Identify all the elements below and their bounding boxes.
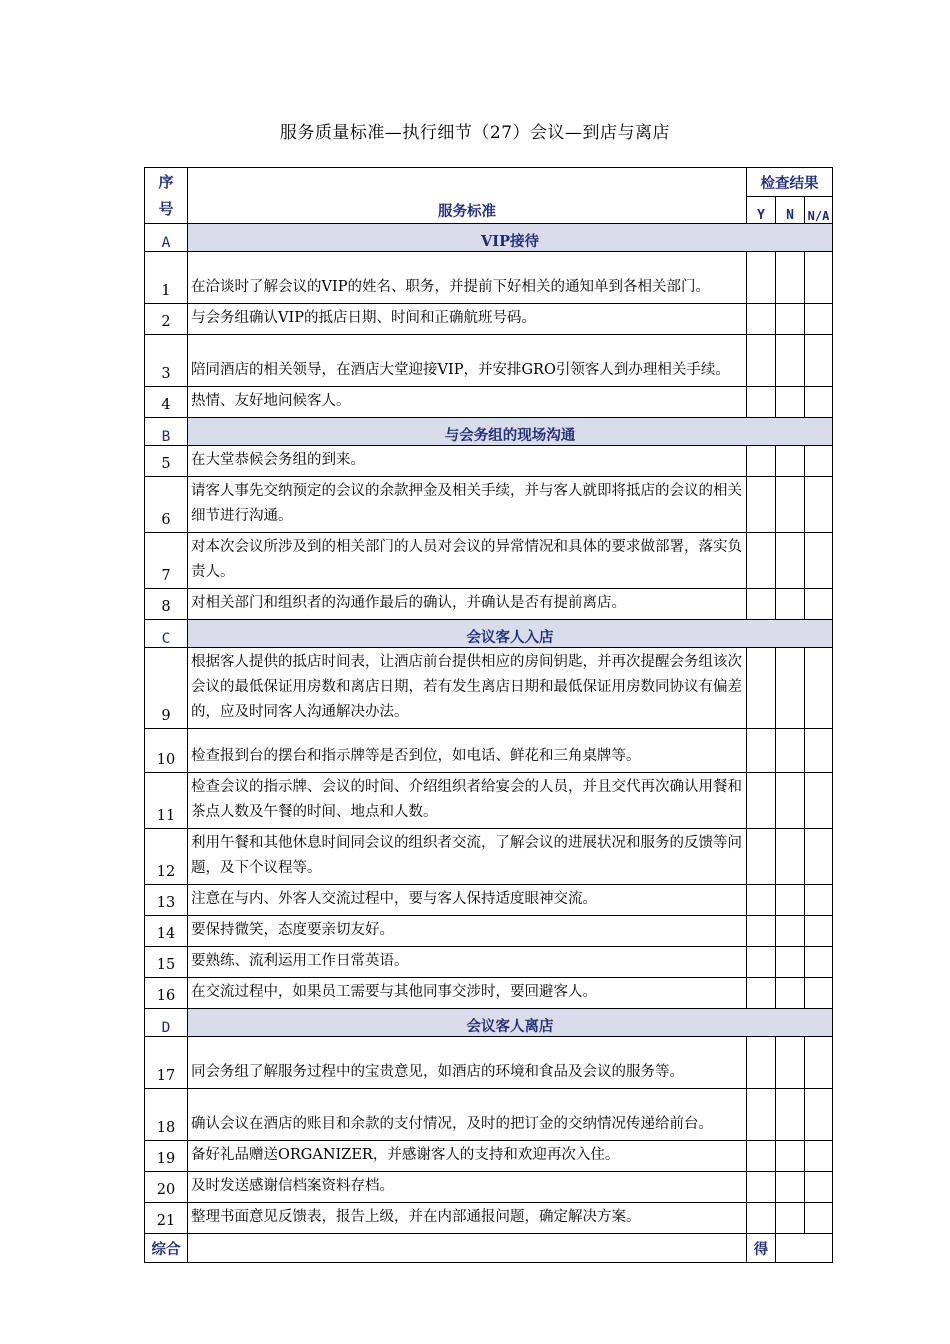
footer-summary-cell[interactable]	[188, 1234, 747, 1263]
table-row	[145, 1141, 833, 1172]
check-cell-n[interactable]	[776, 648, 805, 729]
row-number: 15	[145, 947, 188, 978]
check-cell-n[interactable]	[776, 1172, 805, 1203]
check-cell-na[interactable]	[805, 648, 833, 729]
check-cell-y[interactable]	[747, 1172, 776, 1203]
row-number: 7	[145, 533, 188, 589]
row-number: 13	[145, 885, 188, 916]
row-standard-text: 及时发送感谢信档案资料存档。	[188, 1172, 747, 1203]
row-standard-text: 陪同酒店的相关领导，在酒店大堂迎接VIP，并安排GRO引领客人到办理相关手续。	[188, 335, 747, 387]
table-row	[145, 885, 833, 916]
check-cell-y[interactable]	[747, 829, 776, 885]
section-title: VIP接待	[188, 224, 833, 252]
table-row	[145, 916, 833, 947]
check-cell-n[interactable]	[776, 446, 805, 477]
section-letter: C	[145, 620, 188, 648]
check-cell-na[interactable]	[805, 335, 833, 387]
check-cell-n[interactable]	[776, 1141, 805, 1172]
check-cell-n[interactable]	[776, 335, 805, 387]
check-cell-y[interactable]	[747, 885, 776, 916]
footer-score-cell[interactable]	[776, 1234, 833, 1263]
check-cell-na[interactable]	[805, 1089, 833, 1141]
row-standard-text: 请客人事先交纳预定的会议的余款押金及相关手续，并与客人就即将抵店的会议的相关细节进行沟通。	[188, 477, 747, 533]
check-cell-y[interactable]	[747, 978, 776, 1009]
row-standard-text: 根据客人提供的抵店时间表，让酒店前台提供相应的房间钥匙，并再次提醒会务组该次会议的最低保证用房数和离店日期，若有发生离店日期和最低保证用房数同协议有偏差的，应及时同客人沟通解决办法。	[188, 648, 747, 729]
section-title: 与会务组的现场沟通	[188, 418, 833, 446]
section-row	[145, 418, 833, 446]
row-number: 5	[145, 446, 188, 477]
row-standard-text: 与会务组确认VIP的抵店日期、时间和正确航班号码。	[188, 304, 747, 335]
check-cell-n[interactable]	[776, 829, 805, 885]
y-header: Y	[747, 197, 776, 224]
check-cell-n[interactable]	[776, 252, 805, 304]
row-number: 14	[145, 916, 188, 947]
row-number: 3	[145, 335, 188, 387]
check-cell-y[interactable]	[747, 729, 776, 773]
row-standard-text: 在交流过程中，如果员工需要与其他同事交涉时，要回避客人。	[188, 978, 747, 1009]
row-standard-text: 在大堂恭候会务组的到来。	[188, 446, 747, 477]
row-standard-text: 要熟练、流利运用工作日常英语。	[188, 947, 747, 978]
check-cell-na[interactable]	[805, 885, 833, 916]
check-cell-y[interactable]	[747, 304, 776, 335]
check-cell-n[interactable]	[776, 729, 805, 773]
check-cell-n[interactable]	[776, 1037, 805, 1089]
row-standard-text: 要保持微笑，态度要亲切友好。	[188, 916, 747, 947]
check-cell-n[interactable]	[776, 477, 805, 533]
table-row	[145, 477, 833, 533]
check-cell-y[interactable]	[747, 387, 776, 418]
row-standard-text: 热情、友好地问候客人。	[188, 387, 747, 418]
row-number: 10	[145, 729, 188, 773]
table-row	[145, 252, 833, 304]
seq-header-char-2: 号	[158, 200, 174, 218]
row-number: 6	[145, 477, 188, 533]
section-title: 会议客人离店	[188, 1009, 833, 1037]
table-row	[145, 773, 833, 829]
check-cell-na[interactable]	[805, 729, 833, 773]
check-cell-na[interactable]	[805, 252, 833, 304]
check-cell-na[interactable]	[805, 446, 833, 477]
check-cell-na[interactable]	[805, 978, 833, 1009]
check-cell-na[interactable]	[805, 304, 833, 335]
check-cell-n[interactable]	[776, 304, 805, 335]
check-cell-n[interactable]	[776, 589, 805, 620]
section-row	[145, 620, 833, 648]
seq-header	[145, 168, 188, 224]
footer-row	[145, 1234, 833, 1263]
page-title: 服务质量标准—执行细节（27）会议—到店与离店	[279, 123, 671, 143]
n-header: N	[776, 197, 805, 224]
na-header: N/A	[805, 197, 833, 224]
row-standard-text: 对相关部门和组织者的沟通作最后的确认，并确认是否有提前离店。	[188, 589, 747, 620]
table-row	[145, 648, 833, 729]
check-cell-y[interactable]	[747, 773, 776, 829]
check-cell-na[interactable]	[805, 387, 833, 418]
row-number: 17	[145, 1037, 188, 1089]
row-number: 16	[145, 978, 188, 1009]
section-row	[145, 1009, 833, 1037]
check-cell-n[interactable]	[776, 773, 805, 829]
section-letter: D	[145, 1009, 188, 1037]
row-standard-text: 备好礼品赠送ORGANIZER，并感谢客人的支持和欢迎再次入住。	[188, 1141, 747, 1172]
section-title: 会议客人入店	[188, 620, 833, 648]
footer-score-label: 得	[747, 1234, 776, 1263]
row-number: 2	[145, 304, 188, 335]
check-cell-n[interactable]	[776, 947, 805, 978]
check-cell-n[interactable]	[776, 978, 805, 1009]
table-row	[145, 978, 833, 1009]
check-cell-na[interactable]	[805, 829, 833, 885]
check-cell-na[interactable]	[805, 1172, 833, 1203]
check-cell-y[interactable]	[747, 1203, 776, 1234]
table-row	[145, 304, 833, 335]
table-row	[145, 1172, 833, 1203]
check-cell-na[interactable]	[805, 589, 833, 620]
row-number: 18	[145, 1089, 188, 1141]
header-row-1	[145, 168, 833, 197]
row-standard-text: 利用午餐和其他休息时间同会议的组织者交流，了解会议的进展状况和服务的反馈等问题，及下个议程等。	[188, 829, 747, 885]
row-number: 9	[145, 648, 188, 729]
row-number: 12	[145, 829, 188, 885]
check-cell-y[interactable]	[747, 1141, 776, 1172]
section-letter: B	[145, 418, 188, 446]
check-cell-y[interactable]	[747, 1089, 776, 1141]
row-number: 1	[145, 252, 188, 304]
check-cell-na[interactable]	[805, 947, 833, 978]
check-cell-y[interactable]	[747, 252, 776, 304]
seq-header-char-1: 序	[158, 173, 174, 191]
check-cell-y[interactable]	[747, 533, 776, 589]
service-standard-table	[144, 167, 833, 1263]
section-row	[145, 224, 833, 252]
check-cell-na[interactable]	[805, 1141, 833, 1172]
table-row	[145, 387, 833, 418]
check-cell-y[interactable]	[747, 477, 776, 533]
check-cell-y[interactable]	[747, 1037, 776, 1089]
check-cell-y[interactable]	[747, 589, 776, 620]
check-cell-na[interactable]	[805, 477, 833, 533]
row-standard-text: 在洽谈时了解会议的VIP的姓名、职务，并提前下好相关的通知单到各相关部门。	[188, 252, 747, 304]
row-number: 21	[145, 1203, 188, 1234]
check-cell-n[interactable]	[776, 885, 805, 916]
table-row	[145, 335, 833, 387]
check-cell-y[interactable]	[747, 446, 776, 477]
table-row	[145, 1037, 833, 1089]
check-cell-na[interactable]	[805, 1203, 833, 1234]
row-number: 19	[145, 1141, 188, 1172]
check-cell-y[interactable]	[747, 916, 776, 947]
section-letter: A	[145, 224, 188, 252]
check-cell-n[interactable]	[776, 1203, 805, 1234]
row-standard-text: 整理书面意见反馈表，报告上级，并在内部通报问题，确定解决方案。	[188, 1203, 747, 1234]
row-standard-text: 注意在与内、外客人交流过程中，要与客人保持适度眼神交流。	[188, 885, 747, 916]
check-cell-na[interactable]	[805, 533, 833, 589]
result-header: 检查结果	[747, 168, 833, 197]
row-standard-text: 检查报到台的摆台和指示牌等是否到位，如电话、鲜花和三角桌牌等。	[188, 729, 747, 773]
check-cell-y[interactable]	[747, 947, 776, 978]
row-number: 4	[145, 387, 188, 418]
row-standard-text: 检查会议的指示牌、会议的时间、介绍组织者给宴会的人员，并且交代再次确认用餐和茶点人数及午餐的时间、地点和人数。	[188, 773, 747, 829]
check-cell-n[interactable]	[776, 916, 805, 947]
table-row	[145, 1203, 833, 1234]
row-standard-text: 确认会议在酒店的账目和余款的支付情况，及时的把订金的交纳情况传递给前台。	[188, 1089, 747, 1141]
table-row	[145, 533, 833, 589]
check-cell-n[interactable]	[776, 387, 805, 418]
table-row	[145, 947, 833, 978]
check-cell-y[interactable]	[747, 335, 776, 387]
row-number: 20	[145, 1172, 188, 1203]
check-cell-na[interactable]	[805, 916, 833, 947]
table-row	[145, 589, 833, 620]
row-number: 8	[145, 589, 188, 620]
row-standard-text: 同会务组了解服务过程中的宝贵意见，如酒店的环境和食品及会议的服务等。	[188, 1037, 747, 1089]
check-cell-n[interactable]	[776, 1089, 805, 1141]
table-row	[145, 446, 833, 477]
check-cell-n[interactable]	[776, 533, 805, 589]
footer-label: 综合	[145, 1234, 188, 1263]
table-row	[145, 829, 833, 885]
standard-header: 服务标准	[188, 168, 747, 224]
check-cell-na[interactable]	[805, 1037, 833, 1089]
check-cell-y[interactable]	[747, 648, 776, 729]
row-standard-text: 对本次会议所涉及到的相关部门的人员对会议的异常情况和具体的要求做部署，落实负责人。	[188, 533, 747, 589]
row-number: 11	[145, 773, 188, 829]
check-cell-na[interactable]	[805, 773, 833, 829]
table-row	[145, 1089, 833, 1141]
table-row	[145, 729, 833, 773]
